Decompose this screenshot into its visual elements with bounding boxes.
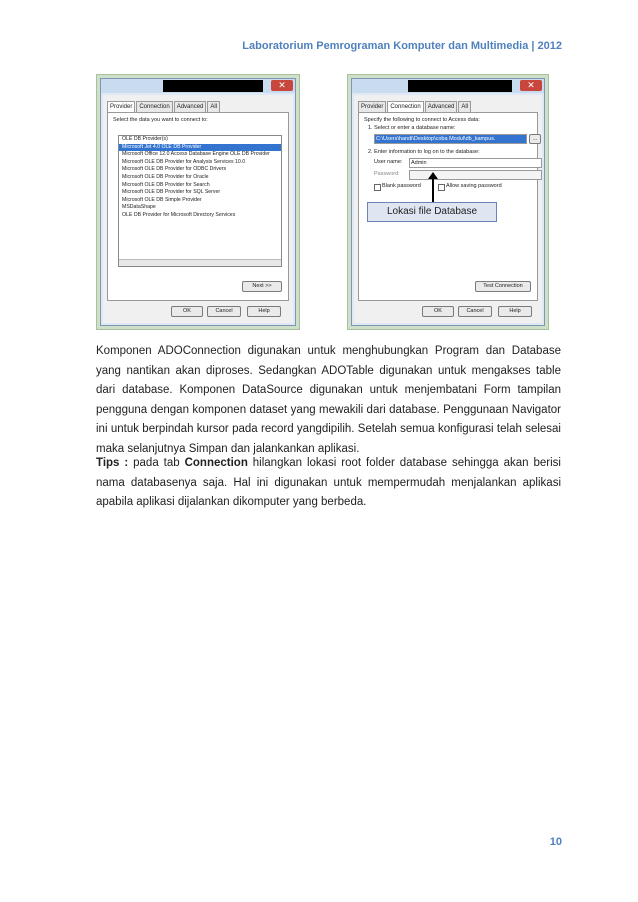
horizontal-scrollbar[interactable] [119, 259, 281, 266]
tips-text-1: pada tab [128, 457, 185, 469]
help-button[interactable]: Help [247, 306, 281, 317]
redacted-title [408, 80, 512, 92]
step1-label: 1. Select or enter a database name: [368, 125, 456, 131]
tab-provider[interactable]: Provider [107, 101, 135, 113]
title-bar [101, 79, 295, 93]
tab-advanced[interactable]: Advanced [425, 101, 458, 112]
list-item[interactable]: Microsoft OLE DB Provider for Oracle [122, 173, 209, 180]
username-label: User name: [374, 159, 403, 165]
allow-saving-label: Allow saving password [446, 183, 502, 189]
list-item[interactable]: Microsoft OLE DB Provider for SQL Server [122, 189, 221, 196]
ok-button[interactable]: OK [171, 306, 203, 317]
browse-button[interactable]: ... [529, 134, 541, 144]
page-header: Laboratorium Pemrograman Komputer dan Multimedia | 2012 [242, 40, 562, 52]
list-item[interactable]: OLE DB Provider for Microsoft Directory Services [122, 211, 236, 218]
provider-prompt: Select the data you want to connect to: [113, 117, 208, 123]
paragraph-tips [96, 454, 561, 513]
database-path-input[interactable]: C:\Users\handi\Desktop\coba Modul\db_kampus. [374, 134, 527, 144]
data-link-properties-window [100, 78, 296, 326]
list-item[interactable]: Microsoft OLE DB Provider for ODBC Drivers [122, 166, 227, 173]
paragraph-components: Komponen ADOConnection digunakan untuk menghubungkan Program dan Database yang nantikan akan diproses. Sedangkan ADOTable digunakan untuk mengakses table dari database. Komponen DataSource digunakan untuk menjembatani Form tampilan pengguna dengan komponen dataset yang mewakili dari database. Penggunaan Navigator ini untuk berpindah kursor pada record yangdipilih. Setelah semua konfigurasi telah selesai maka selanjutnya Simpan dan jalankankan aplikasi. [96, 345, 561, 455]
tab-all[interactable]: All [207, 101, 220, 112]
username-input[interactable]: Admin [409, 158, 542, 168]
cancel-button[interactable]: Cancel [207, 306, 241, 317]
tab-advanced[interactable]: Advanced [174, 101, 207, 112]
blank-password-checkbox[interactable] [374, 184, 381, 191]
password-label: Password: [374, 171, 400, 177]
dialog-body [103, 95, 293, 323]
tab-strip [107, 101, 221, 112]
allow-saving-checkbox[interactable] [438, 184, 445, 191]
list-header: OLE DB Provider(s) [122, 136, 168, 142]
list-item[interactable]: Microsoft OLE DB Provider for Analysis Services 10.0 [122, 158, 246, 165]
list-item[interactable]: MSDataShape [122, 204, 156, 211]
list-item[interactable]: Microsoft Office 12.0 Access Database Engine OLE DB Provider [122, 151, 270, 158]
test-connection-button[interactable]: Test Connection [475, 281, 531, 292]
blank-password-label: Blank password [382, 183, 421, 189]
provider-listbox[interactable] [118, 135, 282, 267]
tab-provider[interactable]: Provider [358, 101, 386, 112]
provider-list [119, 144, 281, 220]
list-item[interactable]: Microsoft OLE DB Simple Provider [122, 196, 202, 203]
database-location-callout: Lokasi file Database [367, 202, 497, 222]
tips-label: Tips : [96, 457, 129, 469]
tab-connection[interactable]: Connection [387, 101, 423, 113]
redacted-title [163, 80, 263, 92]
step2-label: 2. Enter information to log on to the database: [368, 149, 480, 155]
list-item[interactable]: Microsoft Jet 4.0 OLE DB Provider [119, 144, 281, 152]
provider-panel [107, 112, 289, 301]
list-item[interactable]: Microsoft OLE DB Provider for Search [122, 181, 210, 188]
callout-arrow [432, 176, 434, 202]
arrow-up-icon [428, 172, 438, 179]
ok-button[interactable]: OK [422, 306, 454, 317]
tab-strip [358, 101, 472, 112]
tips-text-2: hilangkan lokasi root folder database sehingga akan berisi nama databasenya saja. Hal ini digunakan untuk mempermudah menjalankan aplikasi apabila aplikasi dijalankan dikomputer yang berbeda. [96, 457, 561, 508]
close-icon[interactable]: ✕ [520, 80, 542, 91]
tips-tab-name: Connection [184, 457, 248, 469]
next-button[interactable]: Next >> [242, 281, 282, 292]
title-bar [352, 79, 544, 93]
tab-all[interactable]: All [458, 101, 471, 112]
page-number: 10 [549, 836, 562, 848]
screenshot-provider-tab [96, 74, 300, 330]
cancel-button[interactable]: Cancel [458, 306, 492, 317]
close-icon[interactable]: ✕ [271, 80, 293, 91]
help-button[interactable]: Help [498, 306, 532, 317]
connection-intro: Specify the following to connect to Access data: [364, 117, 480, 123]
tab-connection[interactable]: Connection [136, 101, 172, 112]
